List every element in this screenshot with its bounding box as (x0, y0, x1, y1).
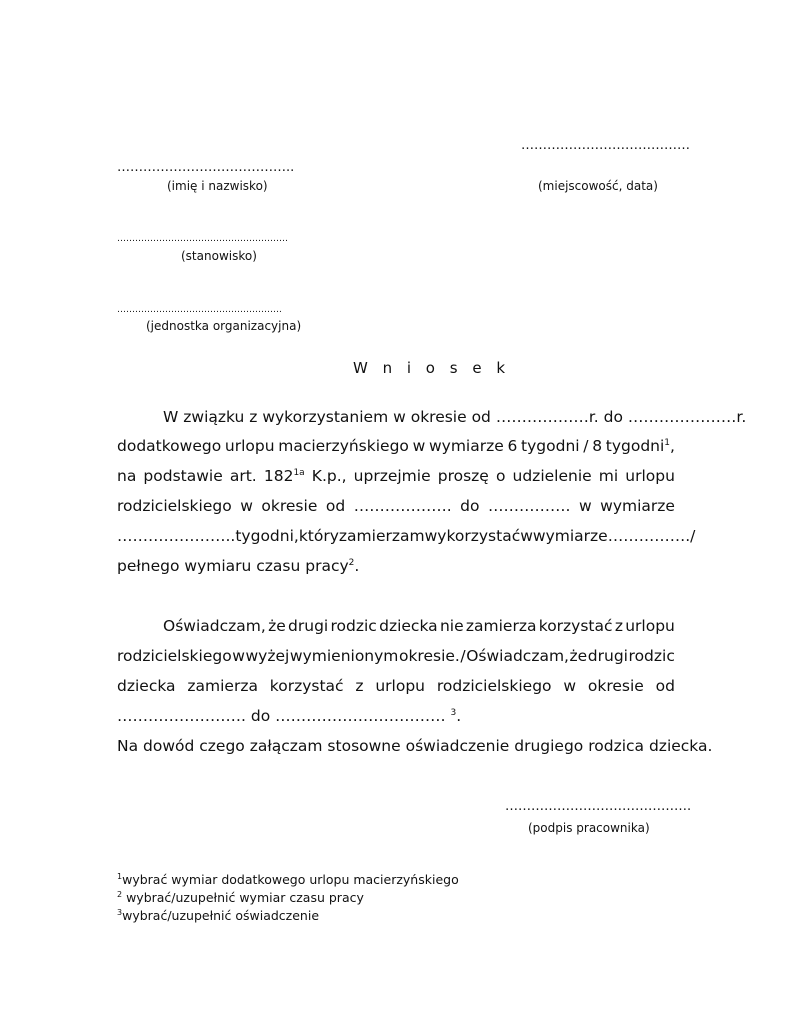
footnote-ref-2: 2 (348, 558, 355, 568)
word: dziecka (117, 677, 176, 695)
word: udzielenie (512, 467, 592, 485)
word: mi (598, 467, 619, 485)
dots-field: ………………….. (117, 527, 236, 545)
para1-line2 (117, 437, 675, 455)
word: rodzicielskiego (117, 647, 232, 665)
word: z (614, 617, 623, 635)
punct: . (456, 707, 462, 725)
word: / (583, 437, 589, 455)
punct: , (670, 437, 675, 455)
footnote-1 (117, 872, 459, 887)
word: dziecka (379, 617, 438, 635)
footnote-mark: 1 (117, 872, 123, 881)
para2-line4 (117, 707, 675, 725)
word: w (563, 677, 577, 695)
word: 6 (507, 437, 518, 455)
word: w (240, 497, 253, 515)
word: wymiarze (532, 527, 608, 545)
word: K.p., (311, 467, 347, 485)
footnote-text: wybrać wymiar dodatkowego urlopu macierzyńskiego (122, 872, 459, 887)
word: dodatkowego (117, 437, 222, 455)
word: na (117, 467, 137, 485)
para2-line3 (117, 677, 675, 695)
word: Oświadczam, (466, 647, 569, 665)
word: wymienionym (289, 647, 399, 665)
word: z (355, 677, 364, 695)
word: uprzejmie (353, 467, 431, 485)
word: drugi (288, 617, 329, 635)
word: urlopu (224, 437, 275, 455)
word: do (460, 497, 480, 515)
para2-line5 (117, 737, 713, 755)
word: o (495, 467, 506, 485)
word: w (412, 437, 426, 455)
footnote-text: wybrać/uzupełnić wymiar czasu pracy (122, 890, 364, 905)
word: urlopu (625, 617, 675, 635)
word-with-footnote (606, 437, 675, 455)
word: zamierza (187, 677, 258, 695)
word: proszę (437, 467, 489, 485)
word: zamierza (465, 617, 537, 635)
word: wykorzystać (424, 527, 521, 545)
word: 182 (263, 467, 294, 485)
word: okresie (587, 677, 644, 695)
word: wymiarze (428, 437, 504, 455)
word: okresie (261, 497, 318, 515)
word: tygodni (521, 437, 580, 455)
dates-field: ……………………. do …………………………… (117, 707, 451, 725)
word: od (325, 497, 346, 515)
dots-field: ………………. (353, 497, 452, 515)
word: art. (229, 467, 257, 485)
name-dots: ………………………………….. (117, 160, 295, 175)
word: tygodni (605, 437, 665, 455)
footnote-ref-1: 1 (664, 438, 671, 448)
position-dots: ………………………………………………… (117, 234, 288, 244)
footnote-2 (117, 890, 364, 905)
para1-line5 (117, 527, 696, 545)
word: podstawie (143, 467, 223, 485)
word: pełnego wymiaru czasu pracy (117, 557, 349, 575)
signature-label: (podpis pracownika) (528, 821, 650, 835)
word: że (569, 647, 588, 665)
word: okresie. (398, 647, 460, 665)
para1-line6 (117, 557, 675, 575)
word: korzystać (269, 677, 344, 695)
unit-dots: ………………………………………………. (117, 305, 282, 315)
dots-field: ……………./ (607, 527, 696, 545)
para1-line4 (117, 497, 675, 515)
word: w (232, 647, 245, 665)
position-label: (stanowisko) (181, 249, 257, 263)
article-number (264, 467, 305, 485)
dots-field: ……………. (488, 497, 571, 515)
word: w (520, 527, 533, 545)
word: rodzicielskiego (117, 497, 232, 515)
punct: . (354, 557, 360, 575)
word: / (460, 647, 466, 665)
para2-line2 (117, 647, 675, 665)
unit-label: (jednostka organizacyjna) (146, 319, 302, 333)
word: wyżej (245, 647, 290, 665)
attachment-statement: Na dowód czego załączam stosowne oświadczenie drugiego rodzica dziecka. (117, 737, 713, 755)
footnote-ref-3: 3 (450, 708, 457, 718)
date-place-dots: ………………………………… (521, 138, 690, 153)
footnote-mark: 3 (117, 908, 123, 917)
word: nie (439, 617, 464, 635)
para1-line3 (117, 467, 675, 485)
footnote-3 (117, 908, 319, 923)
word: Oświadczam, (163, 617, 266, 635)
name-label: (imię i nazwisko) (167, 179, 268, 193)
word: rodzicielskiego (436, 677, 552, 695)
word: macierzyńskiego (278, 437, 409, 455)
footnote-text: wybrać/uzupełnić oświadczenie (122, 908, 320, 923)
word: urlopu (625, 467, 675, 485)
para2-line1 (163, 617, 675, 635)
signature-dots: ……………………………………. (505, 799, 692, 814)
word: drugi (587, 647, 628, 665)
word: wymiarze (600, 497, 675, 515)
word: tygodni, (235, 527, 299, 545)
para1-line1 (117, 408, 747, 426)
word: że (268, 617, 286, 635)
date-place-label: (miejscowość, data) (538, 179, 658, 193)
word: 8 (592, 437, 603, 455)
footnote-mark: 2 (117, 890, 123, 899)
word: od (655, 677, 675, 695)
word: który (298, 527, 339, 545)
word: zamierzam (338, 527, 425, 545)
word: urlopu (375, 677, 426, 695)
word: rodzic (330, 617, 377, 635)
word: korzystać (538, 617, 613, 635)
word: w (578, 497, 592, 515)
article-superscript: 1a (293, 468, 305, 478)
word: rodzic (628, 647, 675, 665)
document-title: W n i o s e k (353, 359, 511, 377)
para1-line1-text: W związku z wykorzystaniem w okresie od ………………r. do …………………r. (163, 408, 747, 426)
